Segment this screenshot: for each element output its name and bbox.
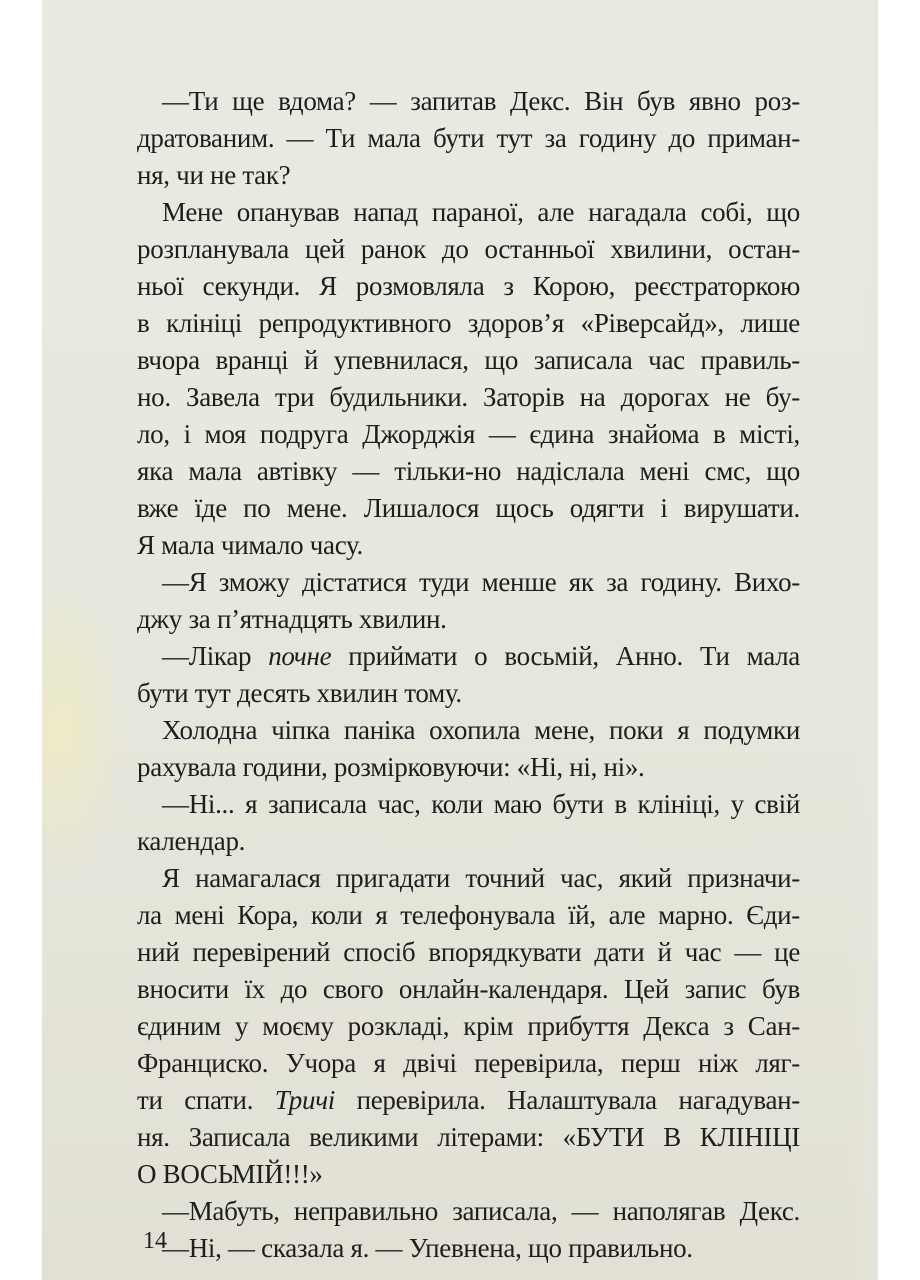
text-line: Я мала чимало часу. xyxy=(137,530,364,560)
italic-emphasis: Тричі xyxy=(274,1085,335,1115)
text-fragment: —Лікар xyxy=(162,641,269,671)
text-fragment: ти спати. xyxy=(137,1085,275,1115)
text-line: рахувала години, розмірковуючи: «Ні, ні, ні». xyxy=(137,752,645,782)
text-line: календар. xyxy=(137,826,246,856)
text-line: ла мені Кора, коли я телефонувала їй, але марно. Єди- xyxy=(137,900,800,930)
text-line: вносити їх до свого онлайн-календаря. Цей запис був xyxy=(137,974,800,1004)
text-line: —Ти ще вдома? — запитав Декс. Він був явно роз- xyxy=(162,86,800,116)
text-line: Мене опанував напад параної, але нагадала собі, що xyxy=(162,197,800,227)
text-line: ня. Записала великими літерами: «БУТИ В КЛІНІЦІ xyxy=(137,1122,800,1152)
text-fragment: перевірила. Налаштувала нагадуван- xyxy=(334,1085,800,1115)
body-text xyxy=(137,83,800,1267)
text-line: ло, і моя подруга Джорджія — єдина знайома в місті, xyxy=(137,419,800,449)
text-line: Я намагалася пригадати точний час, який призначи- xyxy=(162,863,800,893)
text-line: дратованим. — Ти мала бути тут за годину до приман- xyxy=(137,123,800,153)
text-line: Франциско. Учора я двічі перевірила, перш ніж ляг- xyxy=(137,1048,800,1078)
text-line: яка мала автівку — тільки-но надіслала мені смс, що xyxy=(137,456,800,486)
text-line: —Ні... я записала час, коли маю бути в клініці, у свій xyxy=(162,789,800,819)
text-line: джу за п’ятнадцять хвилин. xyxy=(137,604,447,634)
text-line: вже їде по мене. Лишалося щось одягти і вирушати. xyxy=(137,493,800,523)
text-line: О ВОСЬМІЙ!!!» xyxy=(137,1159,323,1189)
book-page xyxy=(42,0,878,1280)
text-line: розпланувала цей ранок до останньої хвилини, остан- xyxy=(137,234,800,264)
text-line: бути тут десять хвилин тому. xyxy=(137,678,462,708)
text-line: ний перевірений спосіб впорядкувати дати й час — це xyxy=(137,937,800,967)
italic-emphasis: почне xyxy=(268,641,332,671)
text-line: —Мабуть, неправильно записала, — наполягав Декс. xyxy=(162,1196,800,1226)
text-line: ня, чи не так? xyxy=(137,160,291,190)
text-line: Холодна чіпка паніка охопила мене, поки я подумки xyxy=(162,715,800,745)
text-line: вчора вранці й упевнилася, що записала час правиль- xyxy=(137,345,800,375)
text-line: ньої секунди. Я розмовляла з Корою, реєстраторкою xyxy=(137,271,800,301)
text-line: —Я зможу дістатися туди менше як за годину. Вихо- xyxy=(162,567,800,597)
text-line xyxy=(137,638,800,675)
text-line: в клініці репродуктивного здоров’я «Ріверсайд», лише xyxy=(137,308,800,338)
text-line: но. Завела три будильники. Заторів на дорогах не бу- xyxy=(137,382,800,412)
page-number: 14 xyxy=(143,1228,167,1254)
text-fragment: приймати о восьмій, Анно. Ти мала xyxy=(331,641,800,671)
text-line xyxy=(137,1082,800,1119)
text-line: —Ні, — сказала я. — Упевнена, що правильно. xyxy=(162,1233,693,1263)
text-line: єдиним у моєму розкладі, крім прибуття Декса з Сан- xyxy=(137,1011,800,1041)
